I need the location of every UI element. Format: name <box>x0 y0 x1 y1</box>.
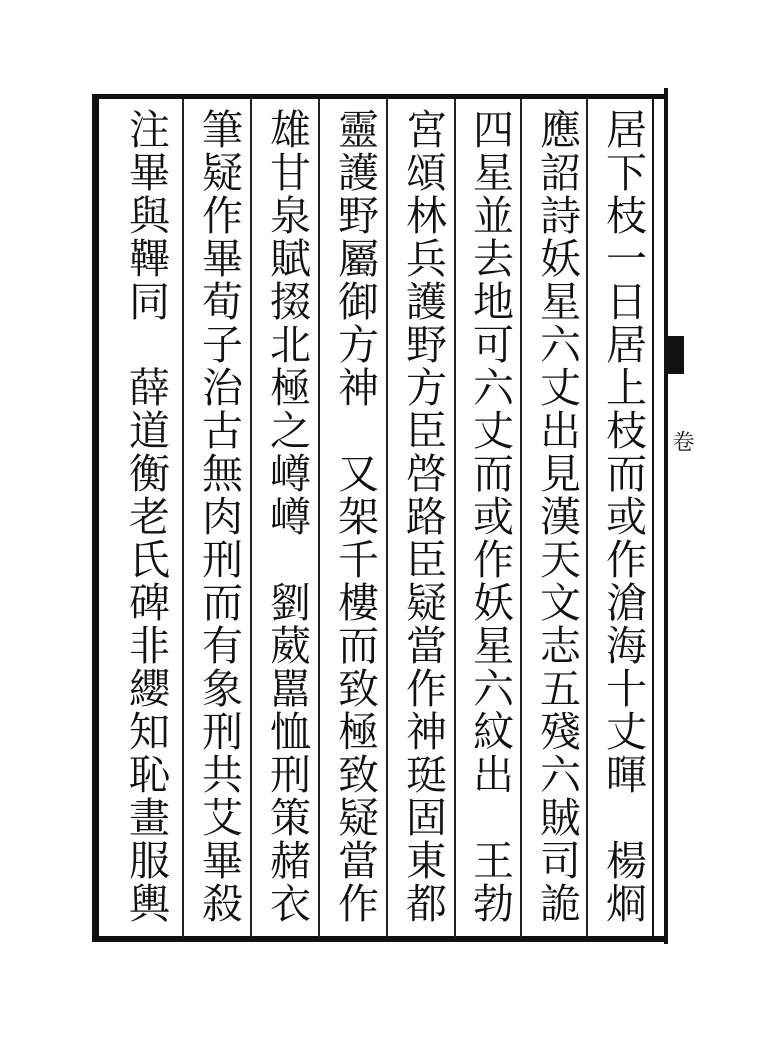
text-column-5: 靈護野屬御方神 又架千樓而致極致疑當作 <box>331 108 379 925</box>
column-rule <box>520 99 522 937</box>
column-rule <box>454 99 456 937</box>
text-column-1: 居下枝一日居上枝而或作滄海十丈暉 楊烱 <box>599 108 647 925</box>
column-rule <box>586 99 588 937</box>
page-inner-rule <box>652 98 654 936</box>
text-column-2: 應詔詩妖星六丈出見漢天文志五殘六賊司詭 <box>533 108 581 925</box>
text-column-8: 注畢與鞸同 薛道衡老氏碑非纓知恥畫服輿 <box>122 108 170 925</box>
page-fold-edge <box>664 88 668 944</box>
text-column-4: 宮頌林兵護野方臣啓路臣疑當作神珽固東都 <box>399 108 447 925</box>
column-rule <box>318 99 320 937</box>
margin-label: 卷 <box>669 430 694 452</box>
column-rule <box>182 99 184 937</box>
text-column-3: 四星並去地可六丈而或作妖星六紋出 王勃 <box>466 108 514 925</box>
column-rule <box>386 99 388 937</box>
text-column-7: 筆疑作畢荀子治古無肉刑而有象刑共艾畢殺 <box>195 108 243 925</box>
text-column-6: 雄甘泉賦掇北極之嶟嶟 劉葳嚚恤刑策赭衣 <box>263 108 311 925</box>
column-rule <box>250 99 252 937</box>
fishtail-mark <box>666 336 684 374</box>
